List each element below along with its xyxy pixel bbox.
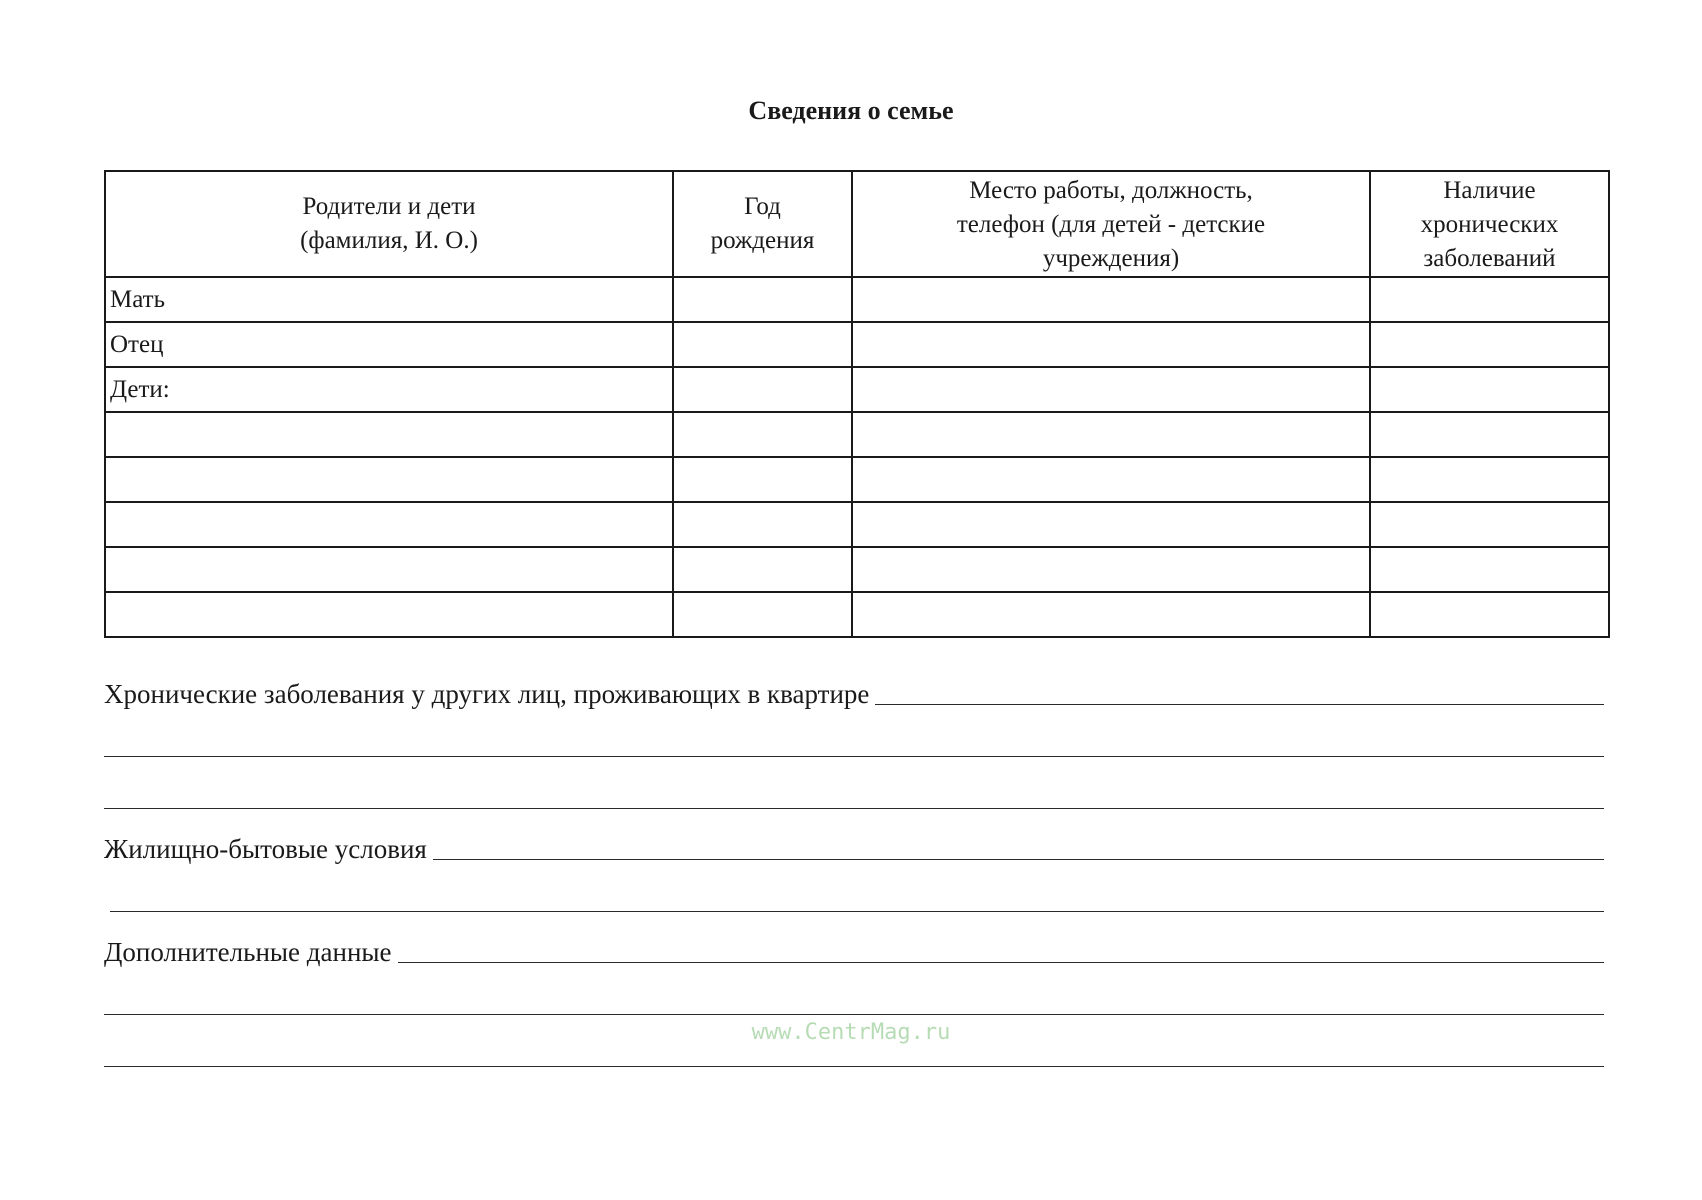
cell-birth-year[interactable]	[673, 277, 852, 322]
table-row	[105, 592, 1609, 637]
cell-birth-year[interactable]	[673, 592, 852, 637]
table-row	[105, 367, 1609, 412]
cell-workplace[interactable]	[852, 592, 1370, 637]
cell-birth-year[interactable]	[673, 502, 852, 547]
header-parents-children: Родители и дети (фамилия, И. О.)	[105, 171, 673, 277]
cell-birth-year[interactable]	[673, 367, 852, 412]
housing-conditions-label: Жилищно-бытовые условия	[104, 834, 427, 864]
cell-workplace[interactable]	[852, 412, 1370, 457]
chronic-diseases-label: Хронические заболевания у других лиц, проживающих в квартире	[104, 679, 870, 709]
table-header-row	[105, 171, 1609, 277]
cell-chronic[interactable]	[1370, 277, 1609, 322]
cell-birth-year[interactable]	[673, 457, 852, 502]
cell-workplace[interactable]	[852, 367, 1370, 412]
chronic-diseases-line-2[interactable]	[104, 756, 1604, 757]
cell-name[interactable]	[105, 592, 673, 637]
table-row	[105, 412, 1609, 457]
cell-workplace[interactable]	[852, 547, 1370, 592]
table-row	[105, 502, 1609, 547]
table-row	[105, 547, 1609, 592]
additional-data-input-line[interactable]	[398, 962, 1604, 963]
page-title: Сведения о семье	[748, 96, 954, 125]
cell-workplace[interactable]	[852, 277, 1370, 322]
table-row	[105, 322, 1609, 367]
header-birth-year: Год рождения	[673, 171, 852, 277]
housing-conditions-input-line[interactable]	[433, 859, 1604, 860]
cell-chronic[interactable]	[1370, 412, 1609, 457]
chronic-diseases-input-line[interactable]	[875, 704, 1604, 705]
cell-name[interactable]: Мать	[105, 277, 673, 322]
cell-chronic[interactable]	[1370, 457, 1609, 502]
housing-conditions-line-2[interactable]	[110, 911, 1604, 912]
additional-data-line-3[interactable]	[104, 1066, 1604, 1067]
header-workplace: Место работы, должность, телефон (для детей - детские учреждения)	[852, 171, 1370, 277]
cell-name[interactable]	[105, 457, 673, 502]
table-row	[105, 457, 1609, 502]
cell-workplace[interactable]	[852, 502, 1370, 547]
watermark: www.CentrMag.ru	[751, 1020, 951, 1045]
additional-data-line-2[interactable]	[104, 1014, 1604, 1015]
cell-chronic[interactable]	[1370, 592, 1609, 637]
housing-conditions-field	[104, 834, 1604, 864]
cell-workplace[interactable]	[852, 457, 1370, 502]
cell-name[interactable]	[105, 412, 673, 457]
table-row	[105, 277, 1609, 322]
cell-workplace[interactable]	[852, 322, 1370, 367]
cell-chronic[interactable]	[1370, 547, 1609, 592]
chronic-diseases-line-3[interactable]	[104, 808, 1604, 809]
header-chronic-diseases: Наличие хронических заболеваний	[1370, 171, 1609, 277]
additional-data-label: Дополнительные данные	[104, 937, 392, 967]
cell-name[interactable]	[105, 502, 673, 547]
family-table	[104, 170, 1610, 638]
chronic-diseases-field	[104, 679, 1604, 709]
cell-name[interactable]	[105, 547, 673, 592]
cell-chronic[interactable]	[1370, 322, 1609, 367]
cell-birth-year[interactable]	[673, 547, 852, 592]
cell-birth-year[interactable]	[673, 322, 852, 367]
cell-name[interactable]: Дети:	[105, 367, 673, 412]
cell-name[interactable]: Отец	[105, 322, 673, 367]
cell-chronic[interactable]	[1370, 502, 1609, 547]
additional-data-field	[104, 937, 1604, 967]
cell-birth-year[interactable]	[673, 412, 852, 457]
cell-chronic[interactable]	[1370, 367, 1609, 412]
